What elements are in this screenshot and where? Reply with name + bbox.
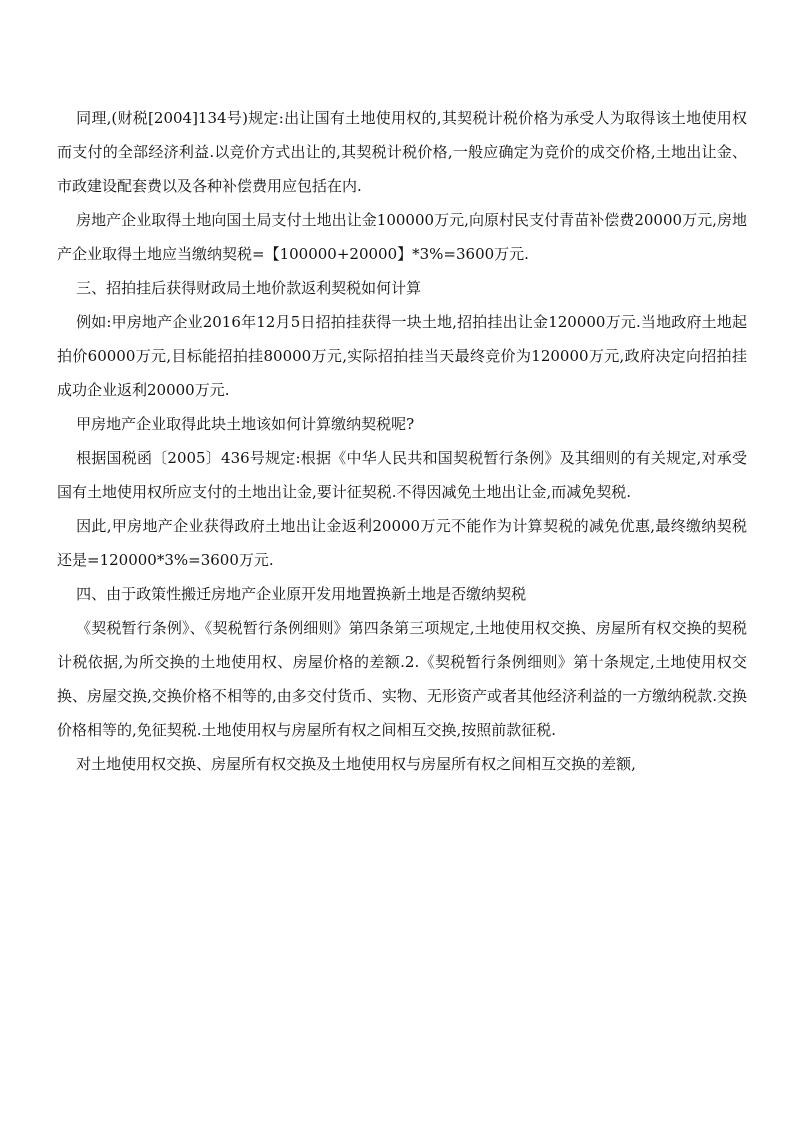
paragraph: 因此,甲房地产企业获得政府土地出让金返利20000万元不能作为计算契税的减免优惠,最终缴纳契税还是=120000*3%=3600万元.	[57, 517, 747, 569]
section-heading: 四、由于政策性搬迁房地产企业原开发用地置换新土地是否缴纳契税	[76, 585, 527, 603]
paragraph: 对土地使用权交换、房屋所有权交换及土地使用权与房屋所有权之间相互交换的差额,	[76, 755, 636, 773]
paragraph: 《契税暂行条例》、《契税暂行条例细则》第四条第三项规定,土地使用权交换、房屋所有权交换的契税计税依据,为所交换的土地使用权、房屋价格的差额.2.《契税暂行条例细则》第十条规定,土地使用权交换、房屋交换,交换价格不相等的,由多交付货币、实物、无形资产或者其他经济利益的一方缴纳税款.交换价格相等的,免征契税.土地使用权与房屋所有权之间相互交换,按照前款征税.	[57, 619, 747, 739]
paragraph: 根据国税函〔2005〕436号规定:根据《中华人民共和国契税暂行条例》及其细则的有关规定,对承受国有土地使用权所应支付的土地出让金,要计征契税.不得因减免土地出让金,而减免契税.	[57, 449, 747, 501]
document-body	[57, 101, 747, 781]
paragraph: 房地产企业取得土地向国土局支付土地出让金100000万元,向原村民支付青苗补偿费20000万元,房地产企业取得土地应当缴纳契税=【100000+20000】*3%=3600万元.	[57, 211, 747, 263]
paragraph: 例如:甲房地产企业2016年12月5日招拍挂获得一块土地,招拍挂出让金120000万元.当地政府土地起拍价60000万元,目标能招拍挂80000万元,实际招拍挂当天最终竞价为120000万元,政府决定向招拍挂成功企业返利20000万元.	[57, 313, 747, 399]
paragraph: 甲房地产企业取得此块土地该如何计算缴纳契税呢?	[76, 415, 415, 433]
section-heading: 三、招拍挂后获得财政局土地价款返利契税如何计算	[76, 279, 422, 297]
paragraph: 同理,(财税[2004]134号)规定:出让国有土地使用权的,其契税计税价格为承受人为取得该土地使用权而支付的全部经济利益.以竞价方式出让的,其契税计税价格,一般应确定为竞价的成交价格,土地出让金、市政建设配套费以及各种补偿费用应包括在内.	[57, 109, 747, 195]
